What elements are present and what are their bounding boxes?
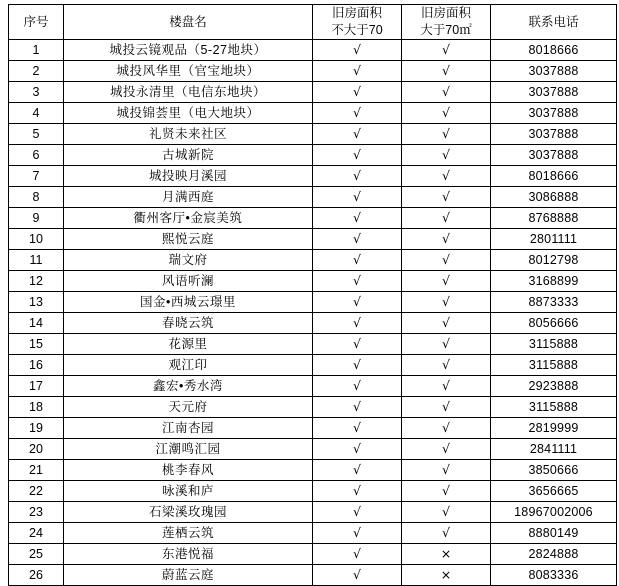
header-area-gt70 bbox=[402, 5, 491, 40]
table-row bbox=[9, 564, 617, 585]
cell-area-le70: √ bbox=[313, 270, 402, 291]
cell-area-gt70: √ bbox=[402, 438, 491, 459]
cell-area-le70: √ bbox=[313, 501, 402, 522]
cell-area-le70: √ bbox=[313, 543, 402, 564]
cell-telephone: 8018666 bbox=[491, 165, 617, 186]
cell-area-gt70: √ bbox=[402, 102, 491, 123]
cell-index: 18 bbox=[9, 396, 64, 417]
cell-project-name: 咏溪和庐 bbox=[64, 480, 313, 501]
cell-telephone: 2819999 bbox=[491, 417, 617, 438]
cell-index: 7 bbox=[9, 165, 64, 186]
cell-area-le70: √ bbox=[313, 354, 402, 375]
header-area-le70-line1: 旧房面积 bbox=[331, 6, 382, 20]
cell-area-le70: √ bbox=[313, 375, 402, 396]
cell-area-gt70: √ bbox=[402, 207, 491, 228]
header-telephone: 联系电话 bbox=[491, 5, 617, 40]
cell-area-gt70: √ bbox=[402, 333, 491, 354]
table-row bbox=[9, 396, 617, 417]
cell-project-name: 衢州客厅•金宸美筑 bbox=[64, 207, 313, 228]
cell-index: 11 bbox=[9, 249, 64, 270]
cell-area-le70: √ bbox=[313, 333, 402, 354]
table-row bbox=[9, 312, 617, 333]
cell-index: 8 bbox=[9, 186, 64, 207]
cell-area-gt70: √ bbox=[402, 228, 491, 249]
cell-index: 21 bbox=[9, 459, 64, 480]
cell-index: 4 bbox=[9, 102, 64, 123]
cell-telephone: 3656665 bbox=[491, 480, 617, 501]
cell-index: 20 bbox=[9, 438, 64, 459]
cell-telephone: 3037888 bbox=[491, 123, 617, 144]
cell-telephone: 3086888 bbox=[491, 186, 617, 207]
table-row bbox=[9, 270, 617, 291]
cell-telephone: 8012798 bbox=[491, 249, 617, 270]
cell-telephone: 2923888 bbox=[491, 375, 617, 396]
cell-index: 2 bbox=[9, 60, 64, 81]
cell-project-name: 东港悦福 bbox=[64, 543, 313, 564]
cell-telephone: 8056666 bbox=[491, 312, 617, 333]
cell-project-name: 江潮鸣汇园 bbox=[64, 438, 313, 459]
cell-area-gt70: √ bbox=[402, 186, 491, 207]
header-area-gt70-line1: 旧房面积 bbox=[420, 6, 471, 20]
cell-index: 12 bbox=[9, 270, 64, 291]
cell-area-gt70: √ bbox=[402, 81, 491, 102]
table-body bbox=[9, 39, 617, 585]
cell-area-gt70: √ bbox=[402, 291, 491, 312]
cell-area-gt70: √ bbox=[402, 417, 491, 438]
cell-area-gt70: √ bbox=[402, 39, 491, 60]
cell-area-le70: √ bbox=[313, 102, 402, 123]
table-header bbox=[9, 5, 617, 40]
cell-area-gt70: √ bbox=[402, 480, 491, 501]
cell-telephone: 2824888 bbox=[491, 543, 617, 564]
cell-area-le70: √ bbox=[313, 60, 402, 81]
cell-area-gt70: √ bbox=[402, 312, 491, 333]
cell-index: 23 bbox=[9, 501, 64, 522]
cell-area-le70: √ bbox=[313, 81, 402, 102]
cell-index: 25 bbox=[9, 543, 64, 564]
table-row bbox=[9, 249, 617, 270]
header-area-gt70-line2: 大于70㎡ bbox=[420, 22, 472, 37]
cell-index: 24 bbox=[9, 522, 64, 543]
cell-index: 6 bbox=[9, 144, 64, 165]
table-row bbox=[9, 165, 617, 186]
table-row bbox=[9, 333, 617, 354]
cell-project-name: 鑫宏•秀水湾 bbox=[64, 375, 313, 396]
cell-project-name: 蔚蓝云庭 bbox=[64, 564, 313, 585]
cell-project-name: 莲栖云筑 bbox=[64, 522, 313, 543]
cell-area-le70: √ bbox=[313, 459, 402, 480]
cell-area-le70: √ bbox=[313, 417, 402, 438]
cell-area-le70: √ bbox=[313, 228, 402, 249]
cell-project-name: 观江印 bbox=[64, 354, 313, 375]
header-row bbox=[9, 5, 617, 40]
cell-area-le70: √ bbox=[313, 480, 402, 501]
cell-area-gt70: √ bbox=[402, 165, 491, 186]
cell-telephone: 3115888 bbox=[491, 333, 617, 354]
cell-area-gt70: √ bbox=[402, 249, 491, 270]
cell-project-name: 国金•西城云璟里 bbox=[64, 291, 313, 312]
cell-area-gt70: √ bbox=[402, 270, 491, 291]
cell-index: 26 bbox=[9, 564, 64, 585]
table-row bbox=[9, 102, 617, 123]
cell-telephone: 3168899 bbox=[491, 270, 617, 291]
cell-area-gt70: × bbox=[402, 564, 491, 585]
cell-area-gt70: √ bbox=[402, 459, 491, 480]
cell-area-gt70: √ bbox=[402, 501, 491, 522]
cell-telephone: 3037888 bbox=[491, 144, 617, 165]
table-row bbox=[9, 543, 617, 564]
table-row bbox=[9, 501, 617, 522]
cell-telephone: 2841111 bbox=[491, 438, 617, 459]
cell-area-le70: √ bbox=[313, 249, 402, 270]
cell-area-le70: √ bbox=[313, 207, 402, 228]
cell-index: 13 bbox=[9, 291, 64, 312]
header-area-le70 bbox=[313, 5, 402, 40]
cell-area-le70: √ bbox=[313, 312, 402, 333]
table-row bbox=[9, 186, 617, 207]
cell-project-name: 风语听澜 bbox=[64, 270, 313, 291]
cell-index: 15 bbox=[9, 333, 64, 354]
cell-project-name: 春晓云筑 bbox=[64, 312, 313, 333]
header-name: 楼盘名 bbox=[64, 5, 313, 40]
cell-area-gt70: √ bbox=[402, 375, 491, 396]
cell-project-name: 古城新院 bbox=[64, 144, 313, 165]
table-row bbox=[9, 39, 617, 60]
cell-project-name: 城投云镜观品（5-27地块） bbox=[64, 39, 313, 60]
table-row bbox=[9, 144, 617, 165]
cell-area-gt70: × bbox=[402, 543, 491, 564]
cell-area-gt70: √ bbox=[402, 123, 491, 144]
table-row bbox=[9, 480, 617, 501]
cell-project-name: 礼贤未来社区 bbox=[64, 123, 313, 144]
cell-telephone: 8018666 bbox=[491, 39, 617, 60]
table-row bbox=[9, 375, 617, 396]
cell-project-name: 天元府 bbox=[64, 396, 313, 417]
cell-telephone: 3037888 bbox=[491, 102, 617, 123]
table-row bbox=[9, 438, 617, 459]
cell-index: 3 bbox=[9, 81, 64, 102]
cell-telephone: 3037888 bbox=[491, 60, 617, 81]
table-row bbox=[9, 291, 617, 312]
cell-area-le70: √ bbox=[313, 165, 402, 186]
cell-telephone: 2801111 bbox=[491, 228, 617, 249]
table-row bbox=[9, 207, 617, 228]
cell-area-gt70: √ bbox=[402, 144, 491, 165]
cell-area-le70: √ bbox=[313, 144, 402, 165]
cell-telephone: 3037888 bbox=[491, 81, 617, 102]
cell-area-gt70: √ bbox=[402, 396, 491, 417]
cell-area-le70: √ bbox=[313, 438, 402, 459]
cell-telephone: 8768888 bbox=[491, 207, 617, 228]
document-page bbox=[0, 4, 619, 582]
cell-area-le70: √ bbox=[313, 291, 402, 312]
cell-area-gt70: √ bbox=[402, 522, 491, 543]
cell-telephone: 18967002006 bbox=[491, 501, 617, 522]
table-row bbox=[9, 60, 617, 81]
cell-project-name: 花源里 bbox=[64, 333, 313, 354]
cell-telephone: 3850666 bbox=[491, 459, 617, 480]
cell-index: 14 bbox=[9, 312, 64, 333]
cell-area-le70: √ bbox=[313, 123, 402, 144]
cell-project-name: 桃李春风 bbox=[64, 459, 313, 480]
cell-index: 19 bbox=[9, 417, 64, 438]
cell-project-name: 城投锦荟里（电大地块） bbox=[64, 102, 313, 123]
table-row bbox=[9, 417, 617, 438]
cell-telephone: 3115888 bbox=[491, 396, 617, 417]
cell-project-name: 瑞文府 bbox=[64, 249, 313, 270]
cell-index: 9 bbox=[9, 207, 64, 228]
table-row bbox=[9, 228, 617, 249]
cell-area-le70: √ bbox=[313, 396, 402, 417]
cell-project-name: 城投风华里（官宝地块） bbox=[64, 60, 313, 81]
cell-index: 1 bbox=[9, 39, 64, 60]
cell-area-le70: √ bbox=[313, 39, 402, 60]
cell-project-name: 熙悦云庭 bbox=[64, 228, 313, 249]
cell-index: 5 bbox=[9, 123, 64, 144]
cell-project-name: 月满西庭 bbox=[64, 186, 313, 207]
housing-projects-table bbox=[8, 4, 617, 586]
table-row bbox=[9, 459, 617, 480]
cell-area-gt70: √ bbox=[402, 354, 491, 375]
cell-telephone: 8083336 bbox=[491, 564, 617, 585]
cell-index: 17 bbox=[9, 375, 64, 396]
table-row bbox=[9, 354, 617, 375]
cell-telephone: 3115888 bbox=[491, 354, 617, 375]
cell-index: 10 bbox=[9, 228, 64, 249]
cell-area-le70: √ bbox=[313, 522, 402, 543]
cell-area-le70: √ bbox=[313, 564, 402, 585]
table-row bbox=[9, 123, 617, 144]
cell-telephone: 8873333 bbox=[491, 291, 617, 312]
header-index: 序号 bbox=[9, 5, 64, 40]
table-row bbox=[9, 522, 617, 543]
cell-telephone: 8880149 bbox=[491, 522, 617, 543]
cell-area-gt70: √ bbox=[402, 60, 491, 81]
cell-index: 16 bbox=[9, 354, 64, 375]
cell-index: 22 bbox=[9, 480, 64, 501]
cell-project-name: 城投永清里（电信东地块） bbox=[64, 81, 313, 102]
cell-area-le70: √ bbox=[313, 186, 402, 207]
table-row bbox=[9, 81, 617, 102]
cell-project-name: 石梁溪玫瑰园 bbox=[64, 501, 313, 522]
header-area-le70-line2: 不大于70 bbox=[331, 22, 383, 37]
cell-project-name: 江南杏园 bbox=[64, 417, 313, 438]
cell-project-name: 城投映月溪园 bbox=[64, 165, 313, 186]
